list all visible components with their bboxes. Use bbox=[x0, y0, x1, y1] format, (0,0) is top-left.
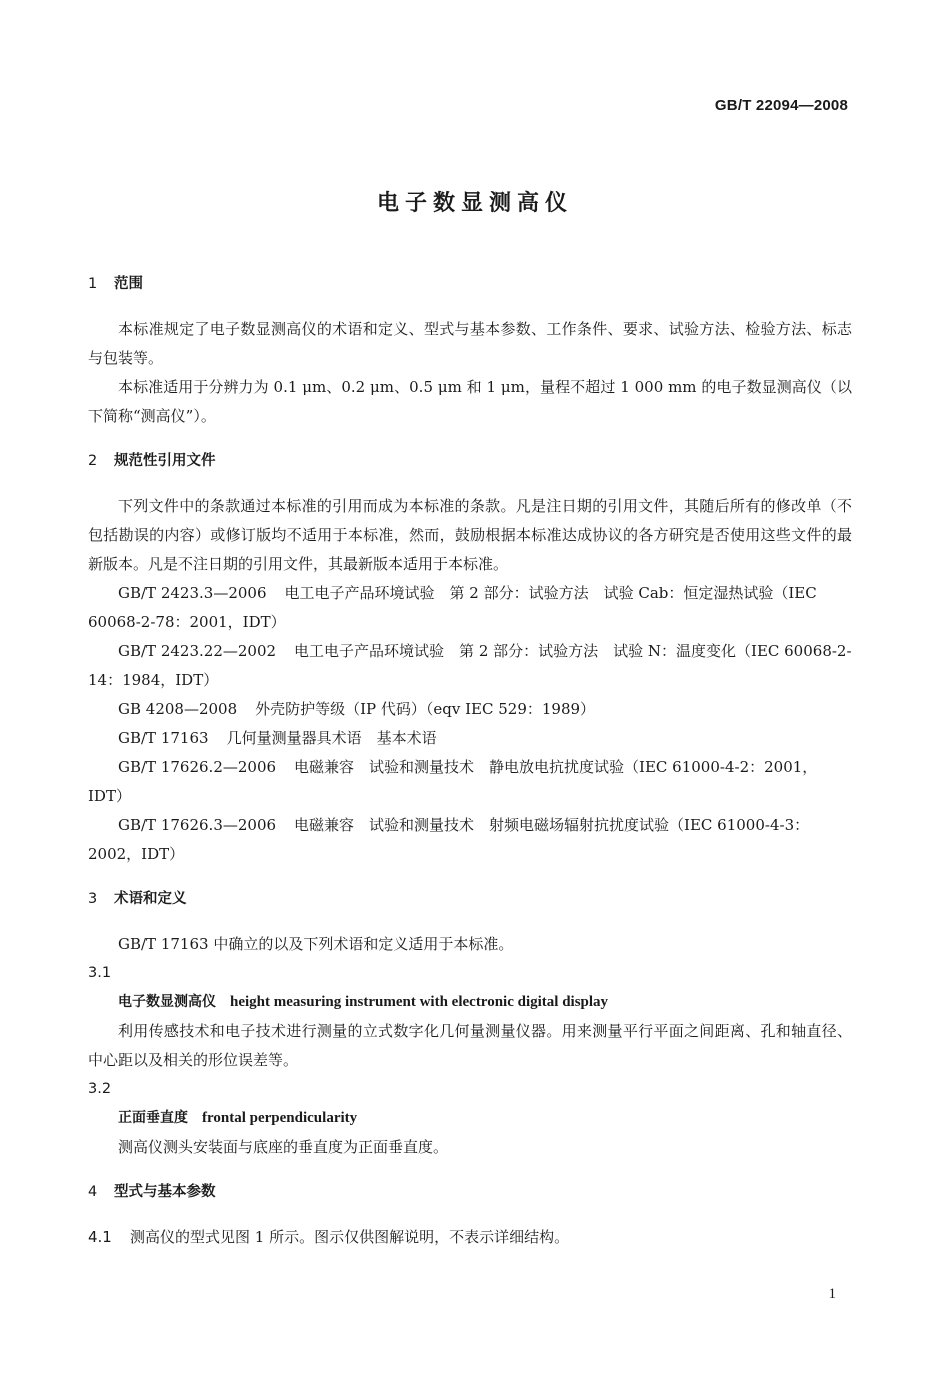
reference-item bbox=[88, 579, 852, 637]
clause-text: 测高仪的型式见图 1 所示。图示仅供图解说明，不表示详细结构。 bbox=[130, 1228, 570, 1246]
reference-code: GB/T 2423.3—2006 bbox=[118, 584, 267, 602]
document-body bbox=[88, 270, 852, 1252]
section-title: 术语和定义 bbox=[114, 891, 187, 907]
section-1-heading bbox=[88, 270, 852, 299]
reference-item bbox=[88, 753, 852, 811]
term-en: height measuring instrument with electronic digital display bbox=[230, 994, 609, 1010]
reference-item bbox=[88, 637, 852, 695]
reference-code: GB/T 17163 bbox=[118, 729, 209, 747]
paragraph: 下列文件中的条款通过本标准的引用而成为本标准的条款。凡是注日期的引用文件，其随后所有的修改单（不包括勘误的内容）或修订版均不适用于本标准，然而，鼓励根据本标准达成协议的各方研究是否使用这些文件的最新版本。凡是不注日期的引用文件，其最新版本适用于本标准。 bbox=[88, 497, 852, 573]
reference-title: 电工电子产品环境试验 第 2 部分：试验方法 试验 N：温度变化（IEC 60068-2-14：1984，IDT） bbox=[88, 642, 852, 689]
reference-item bbox=[88, 724, 852, 753]
section-number: 4 bbox=[88, 1184, 98, 1200]
term-heading bbox=[88, 988, 852, 1017]
term-number: 3.2 bbox=[88, 1081, 112, 1097]
reference-title: 几何量测量器具术语 基本术语 bbox=[226, 729, 437, 747]
clause-number: 4.1 bbox=[88, 1228, 112, 1246]
section-title: 型式与基本参数 bbox=[114, 1184, 216, 1200]
reference-title: 电工电子产品环境试验 第 2 部分：试验方法 试验 Cab：恒定湿热试验（IEC 60068-2-78：2001，IDT） bbox=[88, 584, 817, 631]
section-4-heading bbox=[88, 1178, 852, 1207]
reference-title: 外壳防护等级（IP 代码）（eqv IEC 529：1989） bbox=[255, 700, 596, 718]
reference-code: GB/T 2423.22—2002 bbox=[118, 642, 277, 660]
reference-code: GB/T 17626.2—2006 bbox=[118, 758, 277, 776]
term-number: 3.1 bbox=[88, 965, 112, 981]
reference-code: GB 4208—2008 bbox=[118, 700, 238, 718]
reference-code: GB/T 17626.3—2006 bbox=[118, 816, 277, 834]
section-number: 3 bbox=[88, 891, 98, 907]
term-zh: 电子数显测高仪 bbox=[118, 994, 216, 1010]
section-number: 2 bbox=[88, 453, 98, 469]
term-zh: 正面垂直度 bbox=[118, 1110, 188, 1126]
term-heading bbox=[88, 1104, 852, 1133]
paragraph: 本标准规定了电子数显测高仪的术语和定义、型式与基本参数、工作条件、要求、试验方法、检验方法、标志与包装等。 bbox=[88, 320, 852, 367]
term-definition: 测高仪测头安装面与底座的垂直度为正面垂直度。 bbox=[118, 1138, 449, 1156]
paragraph: GB/T 17163 中确立的以及下列术语和定义适用于本标准。 bbox=[118, 935, 514, 953]
term-definition: 利用传感技术和电子技术进行测量的立式数字化几何量测量仪器。用来测量平行平面之间距离、孔和轴直径、中心距以及相关的形位误差等。 bbox=[88, 1022, 852, 1069]
section-number: 1 bbox=[88, 276, 98, 292]
reference-title: 电磁兼容 试验和测量技术 射频电磁场辐射抗扰度试验（IEC 61000-4-3：2002，IDT） bbox=[88, 816, 810, 863]
document-title: 电子数显测高仪 bbox=[376, 191, 573, 216]
section-3-heading bbox=[88, 885, 852, 914]
standard-number: GB/T 22094—2008 bbox=[714, 97, 848, 114]
clause-4-1 bbox=[88, 1223, 852, 1252]
term-en: frontal perpendicularity bbox=[202, 1110, 358, 1126]
section-title: 范围 bbox=[114, 276, 143, 292]
section-2-heading bbox=[88, 447, 852, 476]
reference-title: 电磁兼容 试验和测量技术 静电放电抗扰度试验（IEC 61000-4-2：2001，IDT） bbox=[88, 758, 818, 805]
reference-item bbox=[88, 811, 852, 869]
page-number: 1 bbox=[828, 1286, 836, 1302]
paragraph: 本标准适用于分辨力为 0.1 μm、0.2 μm、0.5 μm 和 1 μm，量程不超过 1 000 mm 的电子数显测高仪（以下简称“测高仪”）。 bbox=[88, 378, 852, 425]
section-title: 规范性引用文件 bbox=[114, 453, 216, 469]
reference-item bbox=[88, 695, 852, 724]
